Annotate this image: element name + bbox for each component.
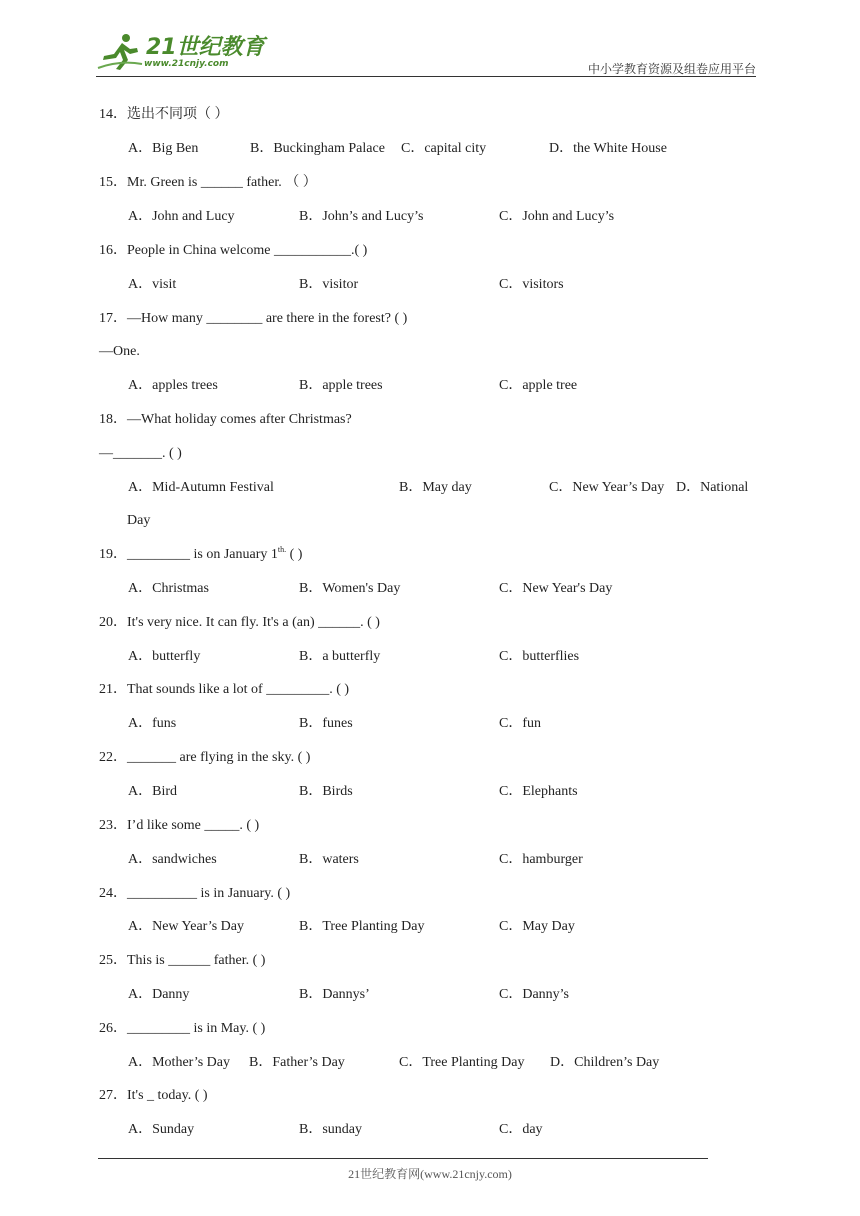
option[interactable]: C．New Year’s Day — [549, 480, 665, 495]
logo-text: 21世纪教育 — [146, 35, 265, 60]
logo-url: www.21cnjy.com — [144, 59, 229, 69]
question-18-answer-line: —_______. ( ) — [99, 446, 182, 461]
option[interactable]: C．visitors — [499, 277, 564, 292]
option[interactable]: C．fun — [499, 716, 541, 731]
option[interactable]: C．New Year's Day — [499, 581, 613, 596]
question-18: 18．—What holiday comes after Christmas? — [99, 412, 352, 427]
option[interactable]: C．Danny’s — [499, 987, 569, 1002]
option[interactable]: A．John and Lucy — [128, 209, 235, 224]
question-16: 16．People in China welcome ___________.( ) — [99, 243, 368, 258]
option[interactable]: B．Buckingham Palace — [250, 141, 385, 156]
option[interactable]: A．butterfly — [128, 649, 201, 664]
option[interactable]: B．visitor — [299, 277, 359, 292]
option[interactable]: D．National — [676, 480, 749, 495]
option[interactable]: C．May Day — [499, 919, 575, 934]
option[interactable]: C．apple tree — [499, 378, 578, 393]
question-25: 25．This is ______ father. ( ) — [99, 953, 266, 968]
option[interactable]: C．Tree Planting Day — [399, 1055, 525, 1070]
question-21: 21．That sounds like a lot of _________. ( ) — [99, 682, 350, 697]
page-header — [96, 28, 756, 78]
option[interactable]: C．hamburger — [499, 852, 583, 867]
question-22: 22．_______ are flying in the sky. ( ) — [99, 750, 311, 765]
question-17: 17．—How many ________ are there in the forest? ( ) — [99, 311, 408, 326]
option[interactable]: C．day — [499, 1122, 543, 1137]
option[interactable]: B．a butterfly — [299, 649, 381, 664]
option[interactable]: A．sandwiches — [128, 852, 217, 867]
option[interactable]: A．Mid-Autumn Festival — [128, 480, 274, 495]
option[interactable]: A．New Year’s Day — [128, 919, 245, 934]
platform-tagline: 中小学教育资源及组卷应用平台 — [587, 62, 756, 76]
footer-divider — [98, 1158, 708, 1159]
option[interactable]: B．John’s and Lucy’s — [299, 209, 424, 224]
option[interactable]: A．Bird — [128, 784, 177, 799]
option[interactable]: D．the White House — [549, 141, 667, 156]
option[interactable]: D．Children’s Day — [550, 1055, 660, 1070]
option[interactable]: B．apple trees — [299, 378, 383, 393]
option[interactable]: A．apples trees — [128, 378, 218, 393]
option[interactable]: A．Sunday — [128, 1122, 195, 1137]
question-26: 26．_________ is in May. ( ) — [99, 1021, 266, 1036]
footer-text: 21世纪教育网(www.21cnjy.com) — [348, 1167, 512, 1181]
option[interactable]: C．John and Lucy’s — [499, 209, 615, 224]
option[interactable]: B．sunday — [299, 1122, 362, 1137]
option[interactable]: B．Birds — [299, 784, 353, 799]
option[interactable]: B．funes — [299, 716, 353, 731]
option[interactable]: A．Mother’s Day — [128, 1055, 231, 1070]
question-14: 14．选出不同项（ ） — [99, 107, 229, 122]
option[interactable]: A．Christmas — [128, 581, 209, 596]
option[interactable]: C．butterflies — [499, 649, 580, 664]
option[interactable]: A．Danny — [128, 987, 190, 1002]
option[interactable]: A．Big Ben — [128, 141, 199, 156]
option[interactable]: C．capital city — [401, 141, 487, 156]
question-27: 27．It's _ today. ( ) — [99, 1088, 208, 1103]
option[interactable]: A．funs — [128, 716, 177, 731]
runner-logo-icon — [96, 32, 144, 72]
option[interactable]: B．Father’s Day — [249, 1055, 345, 1070]
question-24: 24．__________ is in January. ( ) — [99, 886, 291, 901]
option[interactable]: B．Tree Planting Day — [299, 919, 425, 934]
option[interactable]: B．Women's Day — [299, 581, 401, 596]
site-logo — [96, 28, 266, 76]
option[interactable]: A．visit — [128, 277, 177, 292]
question-20: 20．It's very nice. It can fly. It's a (an) ______. ( ) — [99, 615, 380, 630]
question-15: 15．Mr. Green is ______ father. （ ） — [99, 175, 317, 190]
option[interactable]: B．May day — [399, 480, 472, 495]
option[interactable]: C．Elephants — [499, 784, 578, 799]
header-divider — [96, 76, 756, 77]
question-17-answer-line: —One. — [99, 344, 140, 359]
option[interactable]: B．Dannys’ — [299, 987, 370, 1002]
question-19: 19．_________ is on January $1^{th.}$ ( ) — [99, 545, 303, 562]
question-23: 23．I’d like some _____. ( ) — [99, 818, 260, 833]
option-wrap-text: Day — [127, 513, 151, 528]
option[interactable]: B．waters — [299, 852, 359, 867]
